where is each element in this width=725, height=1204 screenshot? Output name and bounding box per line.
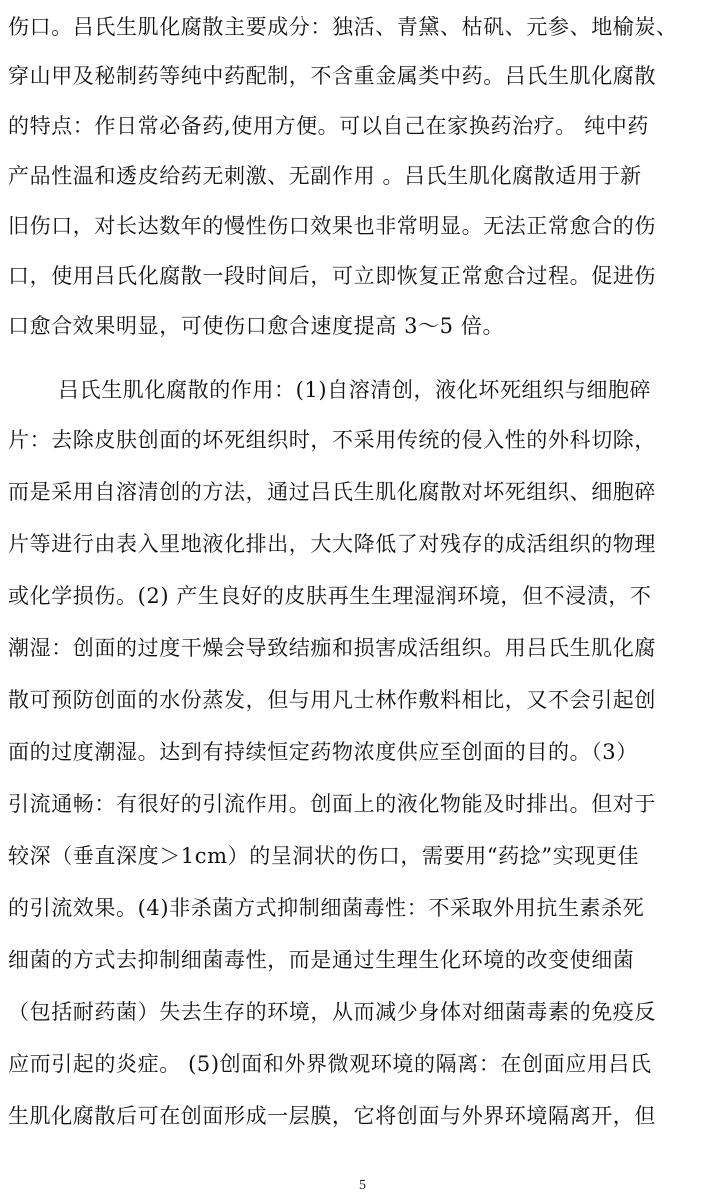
text-line: 的引流效果。(4)非杀菌方式抑制细菌毒性：不采取外用抗生素杀死: [8, 896, 645, 920]
text-line: 伤口。吕氏生肌化腐散主要成分：独活、青黛、枯矾、元参、地榆炭、: [8, 15, 678, 39]
text-line: 应而引起的炎症。 (5)创面和外界微观环境的隔离：在创面应用吕氏: [8, 1052, 652, 1076]
text-line: 面的过度潮湿。达到有持续恒定药物浓度供应至创面的目的。（3）: [8, 740, 638, 764]
text-line: 口，使用吕氏化腐散一段时间后，可立即恢复正常愈合过程。促进伤: [8, 264, 656, 288]
text-line: 的特点：作日常必备药,使用方便。可以自己在家换药治疗。 纯中药: [8, 114, 649, 138]
text-line: 旧伤口，对长达数年的慢性伤口效果也非常明显。无法正常愈合的伤: [8, 214, 656, 238]
text-line: 引流通畅：有很好的引流作用。创面上的液化物能及时排出。但对于: [8, 792, 656, 816]
text-line: 细菌的方式去抑制细菌毒性，而是通过生理生化环境的改变使细菌: [8, 948, 635, 972]
text-line: 产品性温和透皮给药无刺激、无副作用 。吕氏生肌化腐散适用于新: [8, 164, 642, 188]
text-line: 片等进行由表入里地液化排出，大大降低了对残存的成活组织的物理: [8, 532, 656, 556]
text-line: 散可预防创面的水份蒸发，但与用凡士林作敷料相比，又不会引起创: [8, 688, 656, 712]
page-number: 5: [359, 1178, 366, 1193]
text-line: （包括耐药菌）失去生存的环境，从而减少身体对细菌毒素的免疫反: [8, 1000, 656, 1024]
text-line: 而是采用自溶清创的方法，通过吕氏生肌化腐散对坏死组织、细胞碎: [8, 480, 656, 504]
text-line: 或化学损伤。(2) 产生良好的皮肤再生生理湿润环境，但不浸渍，不: [8, 584, 652, 608]
text-line: 穿山甲及秘制药等纯中药配制，不含重金属类中药。吕氏生肌化腐散: [8, 64, 656, 88]
text-line: 较深（垂直深度＞1cm）的呈洞状的伤口，需要用“药捻”实现更佳: [8, 844, 640, 868]
text-line: 潮湿：创面的过度干燥会导致结痂和损害成活组织。用吕氏生肌化腐: [8, 636, 656, 660]
text-line: 生肌化腐散后可在创面形成一层膜，它将创面与外界环境隔离开，但: [8, 1104, 656, 1128]
text-line: 片：去除皮肤创面的坏死组织时，不采用传统的侵入性的外科切除，: [8, 428, 656, 452]
paragraph-first-line: 吕氏生肌化腐散的作用：(1)自溶清创，液化坏死组织与细胞碎: [58, 378, 652, 402]
text-line: 口愈合效果明显，可使伤口愈合速度提高 3～5 倍。: [8, 314, 505, 338]
